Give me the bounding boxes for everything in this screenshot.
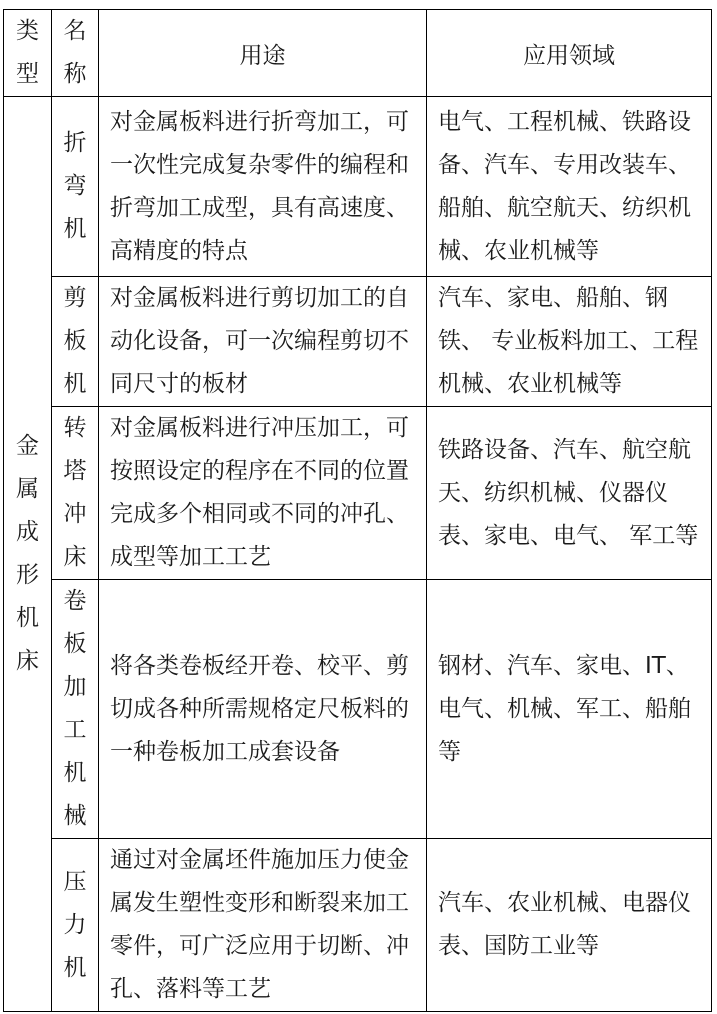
- equipment-name: [52, 580, 99, 839]
- equipment-name-text: 卷板加工机械: [63, 588, 87, 829]
- usage-cell: 通过对金属坯件施加压力使金属发生塑性变形和断裂来加工零件，可广泛应用于切断、冲孔、落料等工艺: [99, 839, 427, 1012]
- category-cell: [4, 97, 52, 1012]
- fields-cell: 汽车、家电、船舶、钢铁、 专业板料加工、工程机械、农业机械等: [427, 277, 712, 407]
- header-usage: 用途: [99, 10, 427, 97]
- usage-cell: 对金属板料进行剪切加工的自动化设备，可一次编程剪切不同尺寸的板材: [99, 277, 427, 407]
- table-row: [4, 839, 712, 1012]
- equipment-name: [52, 277, 99, 407]
- equipment-name-text: 转塔冲床: [63, 415, 87, 570]
- equipment-name: [52, 97, 99, 277]
- usage-cell: 对金属板料进行冲压加工，可按照设定的程序在不同的位置完成多个相同或不同的冲孔、成型等加工工艺: [99, 407, 427, 580]
- header-fields: 应用领域: [427, 10, 712, 97]
- usage-cell: 对金属板料进行折弯加工，可一次性完成复杂零件的编程和折弯加工成型，具有高速度、高精度的特点: [99, 97, 427, 277]
- fields-cell: 铁路设备、汽车、航空航天、纺织机械、仪器仪表、家电、电气、 军工等: [427, 407, 712, 580]
- header-row: [4, 10, 712, 97]
- equipment-table: [3, 9, 712, 1012]
- table-row: [4, 277, 712, 407]
- table-row: [4, 407, 712, 580]
- table-row: [4, 97, 712, 277]
- equipment-name-text: 折弯机: [63, 130, 87, 242]
- equipment-name-text: 剪板机: [63, 285, 87, 397]
- fields-cell: 汽车、农业机械、电器仪表、国防工业等: [427, 839, 712, 1012]
- header-name-text: 名称: [63, 18, 87, 87]
- usage-cell: 将各类卷板经开卷、校平、剪切成各种所需规格定尺板料的一种卷板加工成套设备: [99, 580, 427, 839]
- equipment-name-text: 压力机: [63, 868, 87, 981]
- header-name: [52, 10, 99, 97]
- fields-cell: 钢材、汽车、家电、IT、电气、机械、军工、船舶等: [427, 580, 712, 839]
- header-type-text: 类型: [15, 18, 39, 87]
- equipment-name: [52, 839, 99, 1012]
- header-type: [4, 10, 52, 97]
- category-text: 金属成形机床: [15, 433, 39, 674]
- equipment-name: [52, 407, 99, 580]
- fields-cell: 电气、工程机械、铁路设备、汽车、专用改装车、船舶、航空航天、纺织机械、农业机械等: [427, 97, 712, 277]
- table-row: [4, 580, 712, 839]
